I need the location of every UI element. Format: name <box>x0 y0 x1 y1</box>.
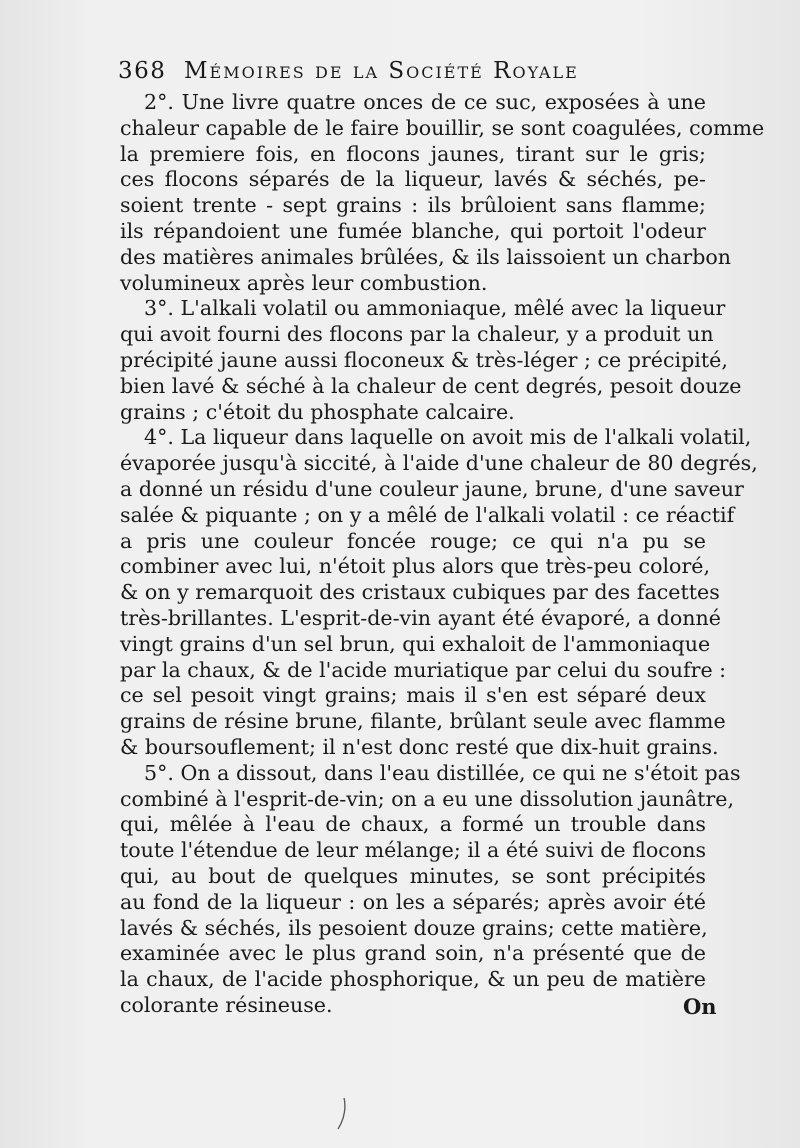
running-header <box>112 58 672 94</box>
text-line: soient trente - sept grains : ils brûloient sans flamme; <box>120 193 706 218</box>
text-line: vingt grains d'un sel brun, qui exhaloit de l'ammoniaque <box>120 631 711 656</box>
text-line: ces flocons séparés de la liqueur, lavés & séchés, pe- <box>120 167 706 192</box>
text-line: a pris une couleur foncée rouge; ce qui n'a pu se <box>120 528 706 553</box>
text-line: qui, mêlée à l'eau de chaux, a formé un trouble dans <box>120 812 706 837</box>
text-line: au fond de la liqueur : on les a séparés; après avoir été <box>120 889 706 914</box>
pen-mark-icon <box>334 1096 348 1132</box>
text-line: & on y remarquoit des cristaux cubiques par des facettes <box>120 580 720 605</box>
text-line: toute l'étendue de leur mélange; il a été suivi de flocons <box>120 838 707 863</box>
text-line: des matières animales brûlées, & ils laissoient un charbon <box>120 244 732 269</box>
text-line: volumineux après leur combustion. <box>120 270 488 295</box>
text-line: précipité jaune aussi floconeux & très-léger ; ce précipité, <box>120 347 728 372</box>
text-line: chaleur capable de le faire bouillir, se sont coagulées, comme <box>120 115 765 140</box>
running-title: Mémoires de la Société Royale <box>184 58 579 84</box>
text-line: évaporée jusqu'à siccité, à l'aide d'une chaleur de 80 degrés, <box>120 451 758 476</box>
text-line: grains ; c'étoit du phosphate calcaire. <box>120 399 515 424</box>
paragraph <box>120 760 741 1019</box>
paragraph <box>120 425 758 760</box>
text-line: 3°. L'alkali volatil ou ammoniaque, mêlé avec la liqueur <box>144 296 726 321</box>
text-line: combiner avec lui, n'étoit plus alors que très-peu coloré, <box>120 554 711 579</box>
text-line: par la chaux, & de l'acide muriatique par celui du soufre : <box>120 657 727 682</box>
body-text <box>120 90 765 1019</box>
text-line: grains de résine brune, filante, brûlant seule avec flamme <box>120 709 726 734</box>
text-line: & boursouflement; il n'est donc resté que dix-huit grains. <box>120 734 719 759</box>
text-line: 5°. On a dissout, dans l'eau distillée, ce qui ne s'étoit pas <box>144 760 741 785</box>
text-line: combiné à l'esprit-de-vin; on a eu une dissolution jaunâtre, <box>120 786 735 811</box>
text-line: la premiere fois, en flocons jaunes, tirant sur le gris; <box>120 141 706 166</box>
text-line: a donné un résidu d'une couleur jaune, brune, d'une saveur <box>120 476 744 501</box>
text-line: 4°. La liqueur dans laquelle on avoit mis de l'alkali volatil, <box>144 425 752 450</box>
text-line: 2°. Une livre quatre onces de ce suc, exposées à une <box>144 90 706 114</box>
text-line: colorante résineuse. <box>120 992 333 1017</box>
paragraph <box>120 296 742 425</box>
text-line: ils répandoient une fumée blanche, qui portoit l'odeur <box>120 218 706 243</box>
text-line: bien lavé & séché à la chaleur de cent degrés, pesoit douze <box>120 373 742 398</box>
text-line: qui avoit fourni des flocons par la chaleur, y a produit un <box>120 322 714 347</box>
text-line: qui, au bout de quelques minutes, se sont précipités <box>120 863 706 888</box>
page-number: 368 <box>118 58 167 84</box>
paragraph <box>120 90 765 296</box>
catchword: On <box>683 994 717 1019</box>
text-line: lavés & séchés, ils pesoient douze grains; cette matière, <box>120 915 708 940</box>
text-line: ce sel pesoit vingt grains; mais il s'en est séparé deux <box>120 683 706 708</box>
text-line: examinée avec le plus grand soin, n'a présenté que de <box>120 941 706 966</box>
text-line: salée & piquante ; on y a mêlé de l'alkali volatil : ce réactif <box>120 502 735 527</box>
text-line: la chaux, de l'acide phosphorique, & un peu de matière <box>120 967 706 992</box>
text-line: très-brillantes. L'esprit-de-vin ayant été évaporé, a donné <box>120 605 721 630</box>
